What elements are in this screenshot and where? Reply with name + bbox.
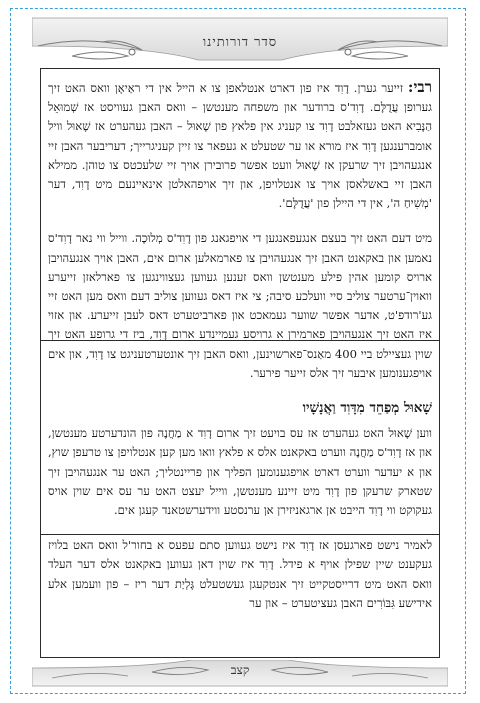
speaker-label: רבי:: [407, 78, 432, 96]
running-title: סדר דורותינו: [202, 35, 278, 50]
page-number: קצב: [230, 663, 250, 677]
header-ornament: [32, 16, 448, 74]
paragraph-4: לאמיר נישט פארגעסן אז דָוִד איז נישט געווען סתם עפעס א בחור'ל וואס האט בלויז געקענט שיין שפילן אויף א פידל. דָוִד איז שוין דאן געווען באקאנט אלס דער העלד וואס האט מיט דרייסטקייט זיך אנטקעגן געשטעלט גָּלְיַת דער ריז – פון וועמען אלע אידישע גִּבּוֹרִים האבן געציטערט – און ער: [48, 538, 432, 610]
section-divider: [40, 340, 440, 341]
section-divider: [40, 534, 440, 535]
paragraph-1: [48, 78, 432, 213]
paragraph-3: ווען שָׁאוּל האט געהערט אז עס בויעט זיך ארום דָוִד א מַחֲנֶה פון הונדערטע מענטשן, און אז דָוִד'ס מַחֲנֶה ווערט באקאנט אלס א פלאץ וואו מען קען אנטלויפן צו טרעפן שוץ, און א יעדער ווערט דארט אויפגענומען הפליך און פריינטליך; האט ער אנגעהויבן זיך שטארק שרעקן פון דָוִד מיט זיינע מענטשן, ווייל יעצט האט ער עס אים שוין אויס געקוקט ווי דָוִד הייבט אן ארגאניזירן אן ערנסטע ווידערשטאנד קעגן אים.: [48, 426, 432, 518]
footer-ornament: [32, 660, 448, 700]
page-body: [48, 78, 432, 629]
section-heading: שָׁאוּל מְפַחֵד מִדָּוִד וַאֲנָשָׁיו: [302, 400, 432, 417]
paragraph-1-text: זייער גערן. דָוִד איז פון דארט אנטלאפן צו א הייל אין די ראַיאָן וואס האט זיך גערופן עֲדֻלָּם. דָוִד'ס ברודער און משפחה מענטשן – וואס האבן געוויסט אז שְׁמוּאֵל הַנָּבִיא האט געזאלבט דָוִד צו קעניג אין פלאץ פון שָׁאוּל – האבן געהערט אז שָׁאוּל וויל אומברענגען דָוִד איז מורא או ער שטעלט א געפאר צו זיין קעניגרייך; דעריבער האבן זיי אנגעהויבן זיך שרעקן אז שָׁאוּל וועט אפשר פרובירן אויך זיי שלעכטס צו טוהן. ממילא האבן זיי באשלאסן אויך צו אנטלויפן, און זיך אויפהאלטן אינאיינעם מיט דָוִד, דער 'מְשִׁיחַ ה', אין די היילן פון 'עֲדֻלָּם'.: [48, 81, 432, 211]
paragraph-2: מיט דעם האט זיך בעצם אנגעפאנגען די אויפגאנג פון דָוִד'ס מְלוּכָה. ווייל ווי נאר דָוִד'ס נאמען און באקאנט האבן זיך אנגעהויבן צו פארמאלען ארום אים, האבן אויך אנגעהויבן ארויס קומען אהין פילע מענטשן וואס זענען געווען געצווינגען צו פארלאזן זייערע וואוין־ערטער צוליב סיי וועלכע סיבה; צי איז דאס געווען צוליב דעם וואס מען האט זיי גע'רודפ'ט, אדער אפשר שווער געמאכט און פארביטערט דאס לעבן זייערע. און אזוי איז האט זיך אנגעהויבן פארמירן א גרויסע געמיינדע ארום דָוִד, ביז די גרופע האט זיך שוין געציילט ביי 400 מאַנס־פארשוינען, וואס האבן זיך אונטערטעניגט צו דָוִד, און אים אויפגענומען איבער זיך אלס זייער פירער.: [48, 231, 432, 380]
